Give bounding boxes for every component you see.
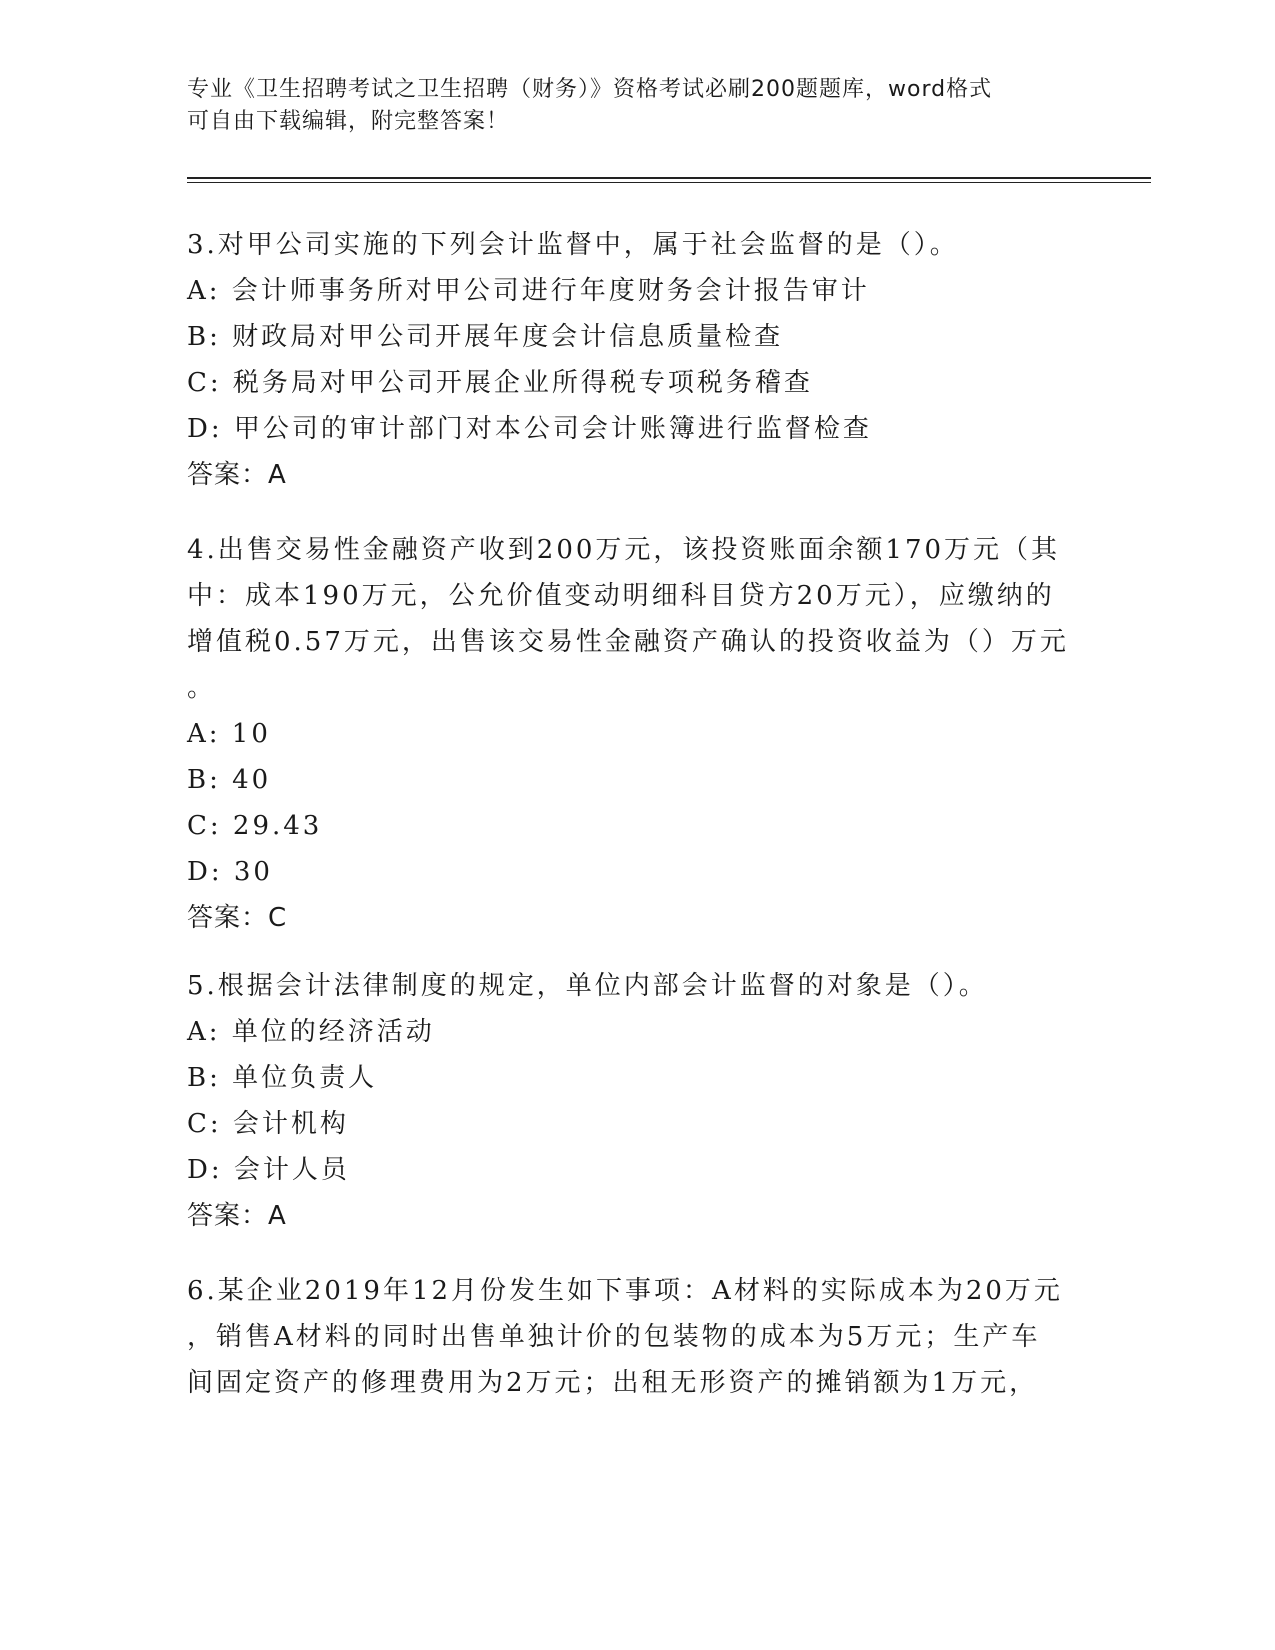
question-4: [187, 527, 1087, 941]
option-a: A: 会计师事务所对甲公司进行年度财务会计报告审计: [187, 276, 870, 306]
question-stem-line: 6.某企业2019年12月份发生如下事项：A材料的实际成本为20万元: [187, 1276, 1063, 1306]
answer-label: 答案：A: [187, 460, 287, 490]
option-c: C: 29.43: [187, 811, 323, 841]
option-d: D: 甲公司的审计部门对本公司会计账簿进行监督检查: [187, 414, 872, 444]
question-5: [187, 963, 1087, 1239]
question-stem-line: 。: [187, 673, 217, 703]
question-stem: [187, 963, 1087, 1009]
option-b: B: 单位负责人: [187, 1063, 378, 1093]
header-line-2: 可自由下载编辑，附完整答案！: [187, 109, 510, 134]
question-6: [187, 1268, 1087, 1406]
document-header: [187, 74, 1087, 138]
question-stem: [187, 527, 1087, 711]
question-stem-line: 间固定资产的修理费用为2万元；出租无形资产的摊销额为1万元，: [187, 1368, 1039, 1398]
option-b: B: 财政局对甲公司开展年度会计信息质量检查: [187, 322, 784, 352]
question-stem-line: 5.根据会计法律制度的规定，单位内部会计监督的对象是（）。: [187, 971, 988, 1001]
option-a: A: 单位的经济活动: [187, 1017, 435, 1047]
header-divider-thick: [187, 177, 1151, 179]
header-divider-thin: [187, 182, 1151, 183]
answer-label: 答案：C: [187, 903, 288, 933]
question-stem-line: ，销售A材料的同时出售单独计价的包装物的成本为5万元；生产车: [187, 1322, 1041, 1352]
option-b: B: 40: [187, 765, 272, 795]
option-d: D: 会计人员: [187, 1155, 350, 1185]
option-a: A: 10: [187, 719, 271, 749]
question-stem-line: 3.对甲公司实施的下列会计监督中，属于社会监督的是（）。: [187, 230, 959, 260]
option-c: C: 会计机构: [187, 1109, 349, 1139]
option-d: D: 30: [187, 857, 273, 887]
question-stem-line: 中：成本190万元，公允价值变动明细科目贷方20万元），应缴纳的: [187, 581, 1055, 611]
header-line-1: 专业《卫生招聘考试之卫生招聘（财务）》资格考试必刷200题题库，word格式: [187, 77, 993, 102]
question-stem-line: 4.出售交易性金融资产收到200万元，该投资账面余额170万元（其: [187, 535, 1061, 565]
option-c: C: 税务局对甲公司开展企业所得税专项税务稽查: [187, 368, 813, 398]
question-stem: [187, 1268, 1087, 1406]
question-3: [187, 222, 1087, 498]
answer-label: 答案：A: [187, 1201, 287, 1231]
question-stem-line: 增值税0.57万元，出售该交易性金融资产确认的投资收益为（）万元: [187, 627, 1069, 657]
question-stem: [187, 222, 1087, 268]
